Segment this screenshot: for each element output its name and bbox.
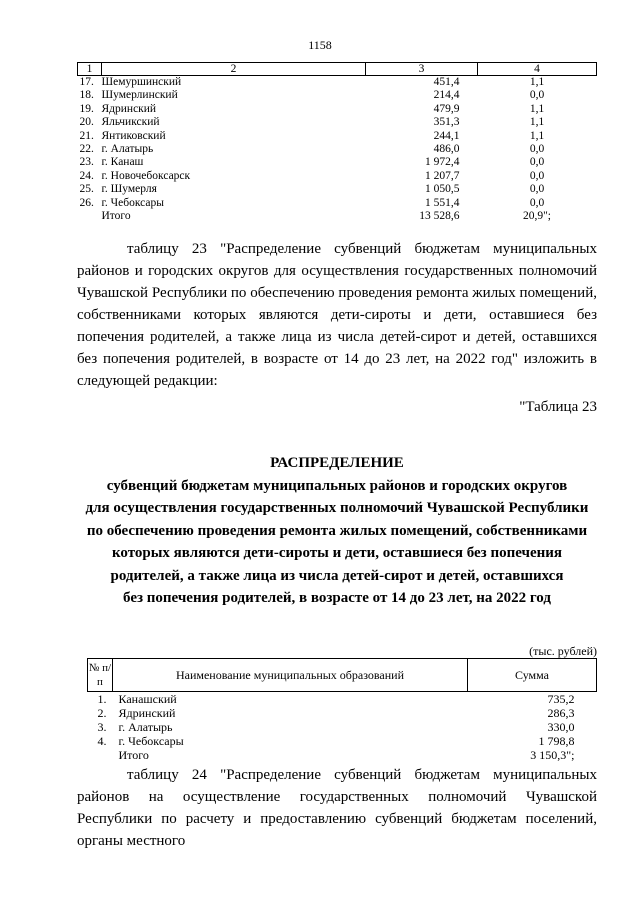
paragraph-amendment-23: таблицу 23 "Распределение субвенций бюджетам муниципальных районов и городских округов для осуществления государственных полномочий Чувашской Республики по обеспечению проведения ремонта жилых помещений, собственниками которых являются дети-сироты и дети, оставшиеся без попечения родителей, а также лица из числа детей-сирот и детей, оставшихся без попечения родителей, в возрасте от 14 до 23 лет, на 2022 год" изложить в следующей редакции: [77,241,597,389]
header-col-1: 1 [78,63,102,76]
row-percent: 0,0 [529,196,545,209]
header-col-3: 3 [366,63,478,76]
row-name: г. Канаш [101,156,144,169]
table-label: "Таблица 23 [519,399,597,415]
row-name: Шумерлинский [101,89,178,102]
heading-title: РАСПРЕДЕЛЕНИЕ [270,455,404,471]
table-row [78,130,597,143]
row-number: 4. [97,734,107,748]
table-total-row [88,748,597,762]
total-pct: 20,9"; [522,210,551,223]
table-row [78,143,597,156]
row-number: 2. [97,706,107,720]
table-row [88,692,597,707]
row-name: г. Алатырь [101,143,154,156]
header-sum: Сумма [468,659,597,692]
row-sum: 214,4 [433,89,460,102]
total-label: Итого [101,210,131,223]
table-header-row [88,659,597,692]
row-sum: 244,1 [433,129,460,142]
row-number: 26. [79,196,94,209]
table-distribution [87,658,597,762]
row-sum: 1 551,4 [425,196,460,209]
unit-label: (тыс. рублей) [529,644,597,658]
row-number: 25. [79,183,94,196]
row-percent: 0,0 [529,156,545,169]
row-number: 3. [97,720,107,734]
row-sum: 1 050,5 [425,183,460,196]
table-row [78,170,597,183]
row-sum: 1 207,7 [425,169,460,182]
paragraph-amendment-24: таблицу 24 "Распределение субвенций бюджетам муниципальных районов на осуществление государственных полномочий Чувашской Республики по расчету и предоставлению субвенций бюджетам поселений, органы местного [77,767,597,849]
row-sum: 735,2 [547,692,575,706]
header-col-4: 4 [478,63,597,76]
row-percent: 1,1 [529,102,545,115]
table-row [88,720,597,734]
table-row [88,706,597,720]
row-name: г. Чебоксары [101,196,164,209]
row-sum: 486,0 [433,143,460,156]
table-row [78,89,597,102]
total-label: Итого [118,748,149,762]
row-number: 24. [79,169,94,182]
row-name: г. Чебоксары [118,734,184,748]
row-sum: 286,3 [547,706,575,720]
table-row [78,116,597,129]
row-name: г. Новочебоксарск [101,169,191,182]
row-number: 23. [79,156,94,169]
row-percent: 0,0 [529,183,545,196]
table-row [88,734,597,748]
row-name: г. Алатырь [118,720,173,734]
heading-line: для осуществления государственных полномочий Чувашской Республики [85,500,589,516]
header-num: № п/п [88,659,113,692]
table-row [78,103,597,116]
row-number: 22. [79,143,94,156]
row-number: 18. [79,89,94,102]
row-sum: 479,9 [433,102,460,115]
total-sum: 13 528,6 [419,210,460,223]
row-sum: 330,0 [547,720,575,734]
row-name: Янтиковский [101,129,166,142]
row-name: Яльчикский [101,116,160,129]
row-name: Ядринский [101,102,157,115]
table-row [78,197,597,210]
header-name: Наименование муниципальных образований [113,659,468,692]
row-percent: 0,0 [529,143,545,156]
table-row [78,183,597,196]
row-percent: 0,0 [529,89,545,102]
row-number: 21. [79,129,94,142]
row-number: 19. [79,102,94,115]
total-sum: 3 150,3"; [530,748,575,762]
row-number: 1. [97,692,107,706]
table-total-row [78,210,597,223]
table-header-row [78,63,597,76]
heading-line: по обеспечению проведения ремонта жилых помещений, собственниками [86,522,588,539]
row-number: 17. [79,76,94,88]
table-row [78,156,597,169]
table-subventions-continued [77,62,597,223]
header-col-2: 2 [102,63,366,76]
table-row [78,76,597,90]
heading-line: которых являются дети-сироты и дети, оставшиеся без попечения [111,545,563,561]
row-sum: 351,3 [433,116,460,129]
row-percent: 0,0 [529,169,545,182]
heading-line: без попечения родителей, в возрасте от 14 до 23 лет, на 2022 год [123,590,551,606]
distribution-heading [77,452,597,610]
row-name: Шемуршинский [101,76,182,88]
page-number: 1158 [308,38,332,52]
row-sum: 1 972,4 [425,156,460,169]
row-number: 20. [79,116,94,129]
heading-line: субвенций бюджетам муниципальных районов и городских округов [106,477,568,494]
row-sum: 451,4 [433,76,460,88]
row-name: Ядринский [118,706,176,720]
row-percent: 1,1 [529,116,545,129]
row-name: г. Шумерля [101,183,157,196]
row-percent: 1,1 [529,76,545,88]
heading-line: родителей, а также лица из числа детей-сирот и детей, оставшихся [110,567,564,584]
row-name: Канашский [118,692,177,706]
row-sum: 1 798,8 [538,734,575,748]
row-percent: 1,1 [529,129,545,142]
